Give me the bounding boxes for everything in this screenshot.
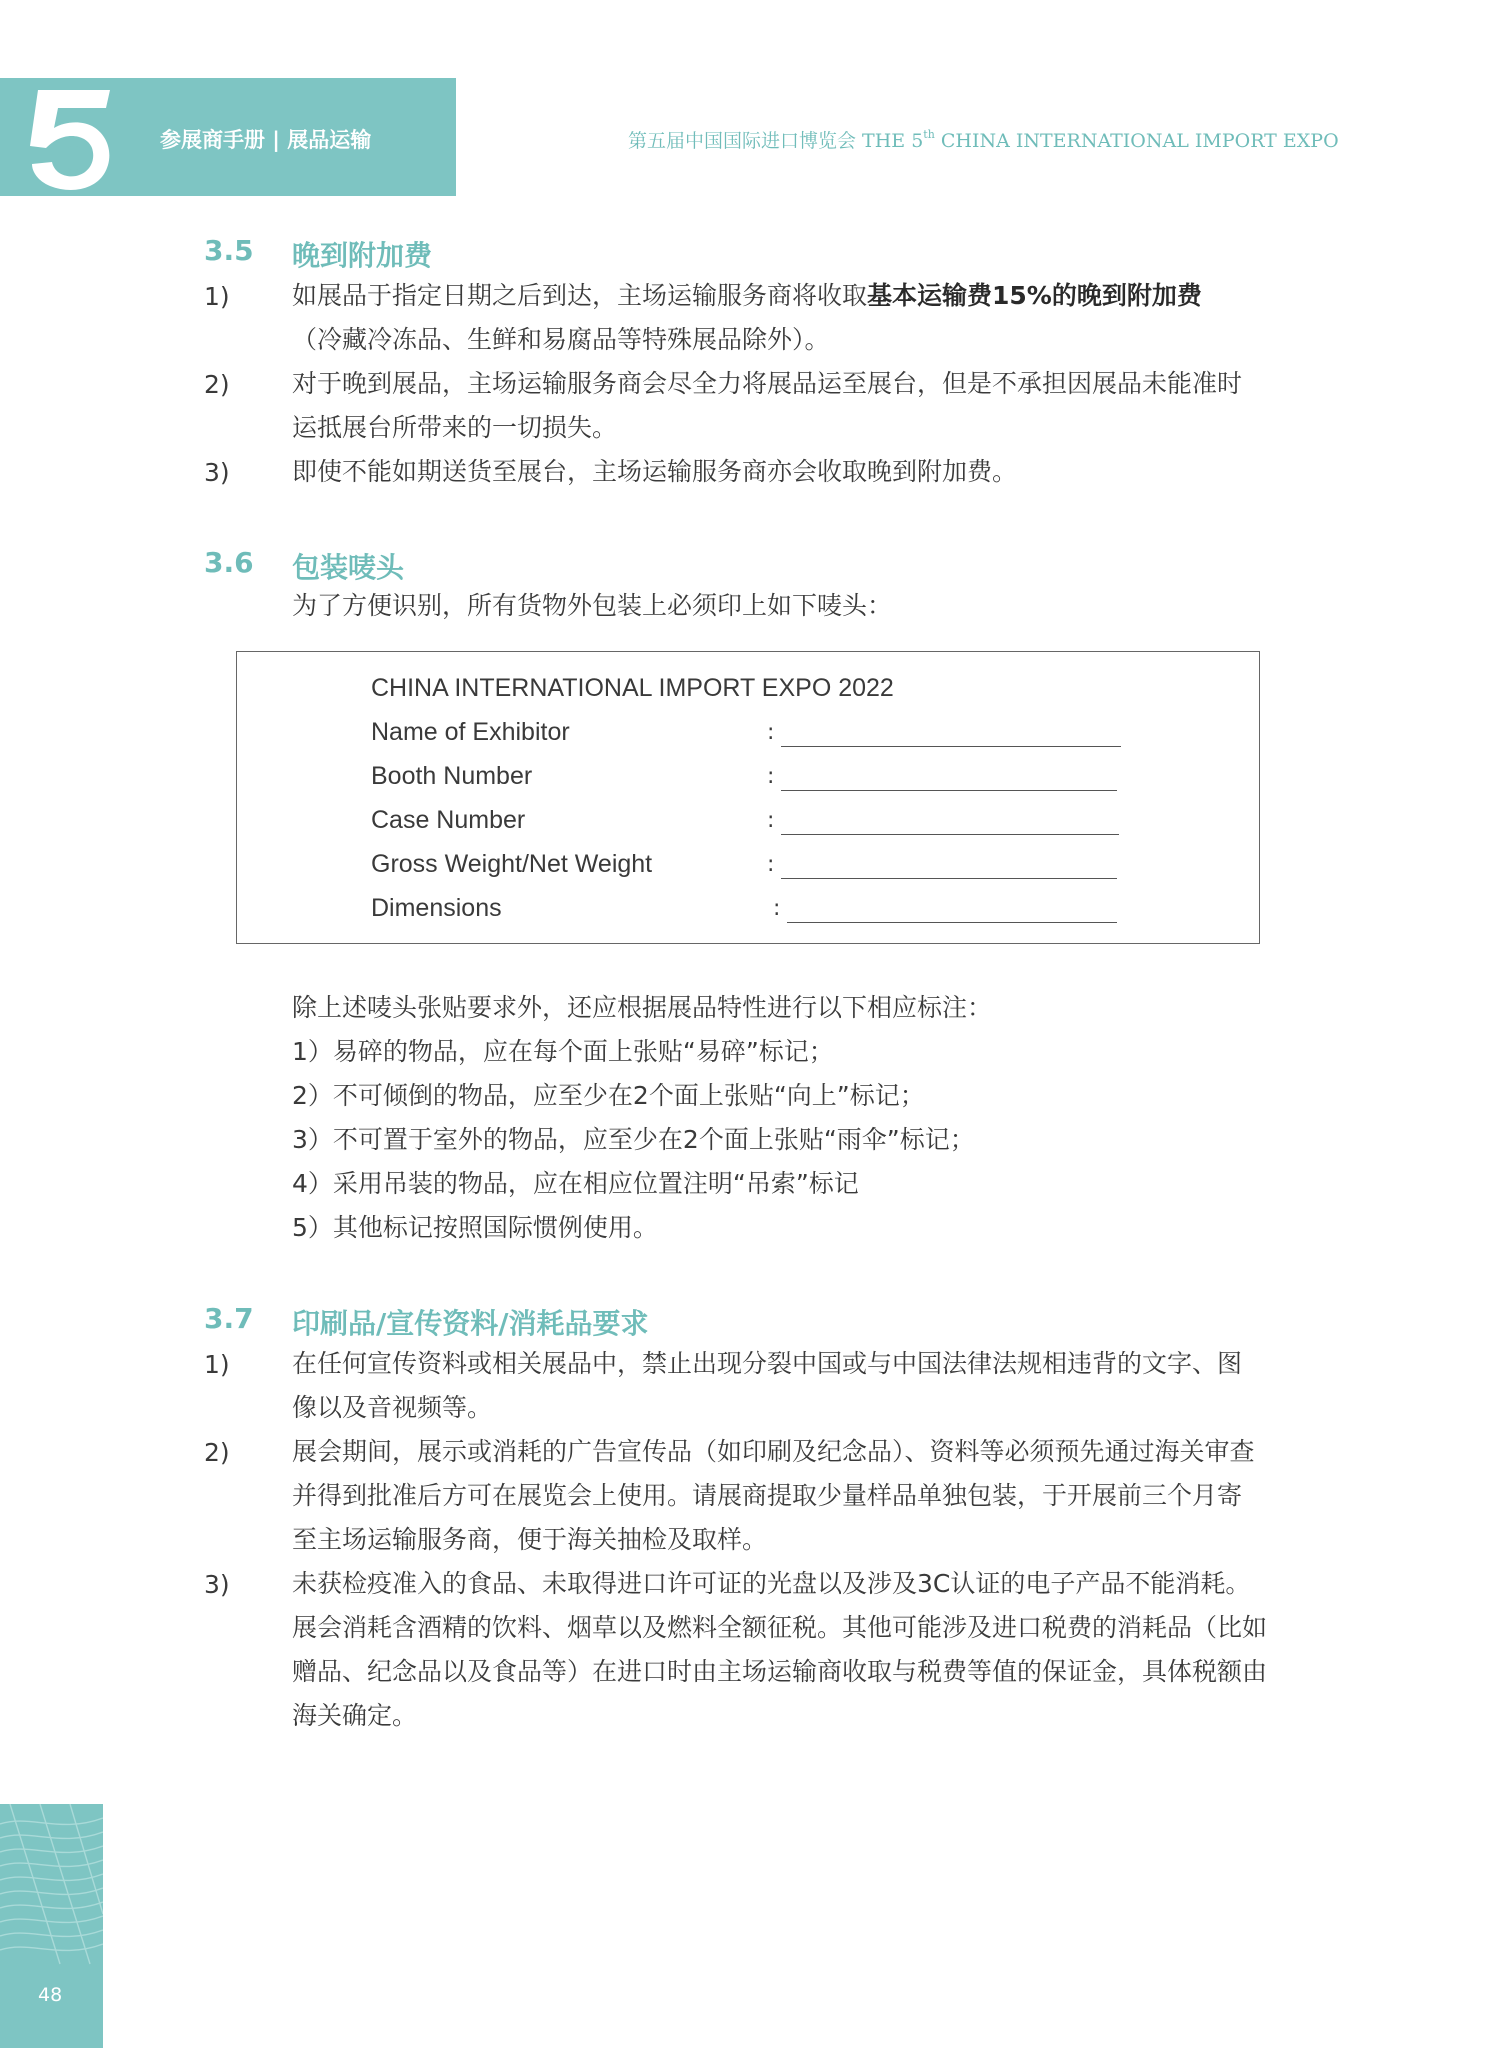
section-number: 3.7 <box>204 1302 254 1335</box>
note-item: 1）易碎的物品，应在每个面上张贴“易碎”标记； <box>292 1037 834 1066</box>
page-number: 48 <box>38 1984 63 2006</box>
mark-fill-line <box>781 878 1117 879</box>
mark-field-label: Case Number <box>371 806 526 834</box>
mark-fill-line <box>781 790 1117 791</box>
mark-colon: : <box>767 852 775 877</box>
list-item-number: 3) <box>204 1570 230 1599</box>
mark-fill-line <box>787 922 1117 923</box>
mark-fill-line <box>781 834 1119 835</box>
mark-field-label: Name of Exhibitor <box>371 718 570 746</box>
corner-pattern <box>0 1804 103 2048</box>
list-item-number: 2) <box>204 1438 230 1467</box>
notes-block: 除上述唛头张贴要求外，还应根据展品特性进行以下相应标注： 1）易碎的物品，应在每个面上张贴“易碎”标记； 2）不可倾倒的物品，应至少在2个面上张贴“向上”标记； 3）不可置于室外的物品，应至少在2个面上张贴“雨伞”标记； 4）采用吊装的物品，应在相应位置注明“吊索”标记 5）其他标记按照国际惯例使用。 <box>292 986 992 1250</box>
mark-colon: : <box>767 720 775 745</box>
list-item-text: 展会期间，展示或消耗的广告宣传品（如印刷及纪念品）、资料等必须预先通过海关审查 并得到批准后方可在展览会上使用。请展商提取少量样品单独包装，于开展前三个月寄 至主场运输服务商，便于海关抽检及取样。 <box>292 1437 1255 1554</box>
list-item-number: 3) <box>204 458 230 487</box>
mark-field-label: Booth Number <box>371 762 533 790</box>
ciie-5-logo-icon <box>24 82 116 194</box>
list-item-text: 未获检疫准入的食品、未取得进口许可证的光盘以及涉及3C认证的电子产品不能消耗。 展会消耗含酒精的饮料、烟草以及燃料全额征税。其他可能涉及进口税费的消耗品（比如 赠品、纪念品以及食品等）在进口时由主场运输商收取与税费等值的保证金，具体税额由 海关确定。 <box>292 1569 1268 1730</box>
list-item-text: 对于晚到展品，主场运输服务商会尽全力将展品运至展台，但是不承担因展品未能准时 运抵展台所带来的一切损失。 <box>292 369 1243 442</box>
list-item-number: 1) <box>204 282 230 311</box>
shipping-mark-box <box>236 651 1260 944</box>
mark-field-label: Gross Weight/Net Weight <box>371 850 653 878</box>
section-number: 3.5 <box>204 234 254 267</box>
section-title: 包装唛头 <box>292 551 405 584</box>
mark-colon: : <box>767 764 775 789</box>
section-title: 印刷品/宣传资料/消耗品要求 <box>292 1307 649 1340</box>
note-item: 2）不可倾倒的物品，应至少在2个面上张贴“向上”标记； <box>292 1081 925 1110</box>
note-item: 5）其他标记按照国际惯例使用。 <box>292 1213 658 1242</box>
list-item-text: 如展品于指定日期之后到达，主场运输服务商将收取基本运输费15%的晚到附加费 （冷藏冷冻品、生鲜和易腐品等特殊展品除外）。 <box>292 281 1202 354</box>
list-item-number: 1) <box>204 1350 230 1379</box>
mark-title: CHINA INTERNATIONAL IMPORT EXPO 2022 <box>371 674 894 702</box>
mark-field-label: Dimensions <box>371 894 502 922</box>
mark-colon: : <box>773 896 781 921</box>
mark-colon: : <box>767 808 775 833</box>
note-item: 4）采用吊装的物品，应在相应位置注明“吊索”标记 <box>292 1169 859 1198</box>
list-item-text: 在任何宣传资料或相关展品中，禁止出现分裂中国或与中国法律法规相违背的文字、图 像以及音视频等。 <box>292 1349 1243 1422</box>
bold-emphasis: 基本运输费15%的晚到附加费 <box>867 281 1202 310</box>
mark-fill-line <box>781 746 1121 747</box>
section-intro: 为了方便识别，所有货物外包装上必须印上如下唛头： <box>292 591 893 620</box>
list-item-number: 2) <box>204 370 230 399</box>
header-section-title: 参展商手册 | 展品运输 <box>160 128 372 152</box>
note-item: 3）不可置于室外的物品，应至少在2个面上张贴“雨伞”标记； <box>292 1125 975 1154</box>
section-title: 晚到附加费 <box>292 239 433 272</box>
header-expo-title: 第五届中国国际进口博览会 THE 5th CHINA INTERNATIONAL IMPORT EXPO <box>628 128 1339 152</box>
list-item-text: 即使不能如期送货至展台，主场运输服务商亦会收取晚到附加费。 <box>292 457 1018 486</box>
wave-pattern-icon <box>0 1804 103 2048</box>
section-number: 3.6 <box>204 546 254 579</box>
